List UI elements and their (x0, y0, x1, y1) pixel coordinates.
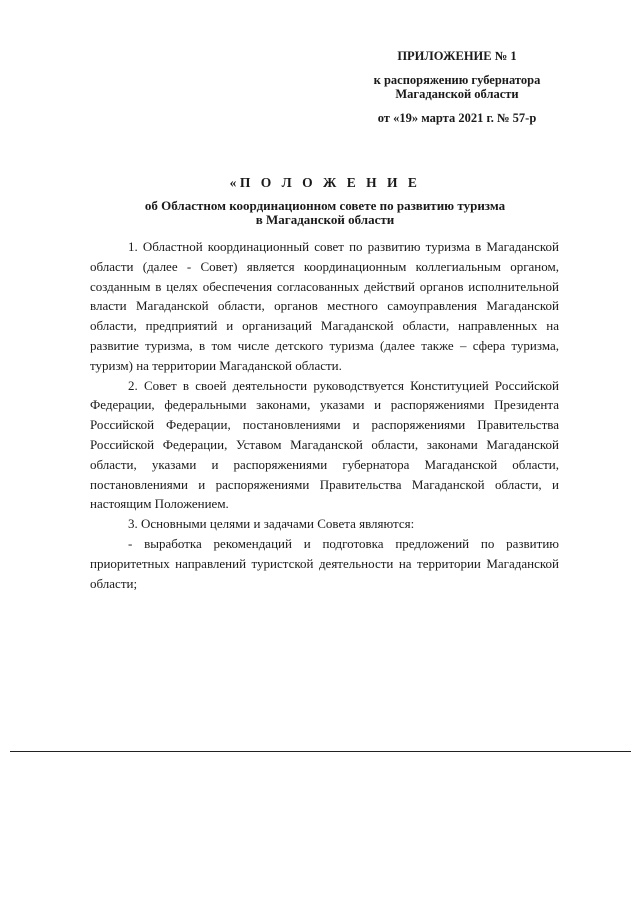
document-subtitle (90, 199, 560, 227)
paragraph-2: 2. Совет в своей деятельности руководствуется Конституцией Российской Федерации, федеральными законами, указами и распоряжениями Президента Российской Федерации, постановлениями и распоряжениями Правительства Российской Федерации, Уставом Магаданской области, законами Магаданской области, указами и распоряжениями губернатора Магаданской области, постановлениями и распоряжениями Правительства Магаданской области, и настоящим Положением. (90, 377, 559, 512)
paragraph-1: 1. Областной координационный совет по развитию туризма в Магаданской области (далее - Совет) является координационным коллегиальным органом, созданным в целях обеспечения согласованных действий органов исполнительной власти Магаданской области, органов местного самоуправления Магаданской области, предприятий и организаций Магаданской области, направленных на развитие туризма, в том числе детского туризма (далее также – сфера туризма, туризм) на территории Магаданской области. (90, 239, 559, 373)
appendix-number: ПРИЛОЖЕНИЕ № 1 (397, 49, 517, 63)
document-subtitle-line2: в Магаданской области (255, 212, 395, 227)
paragraph-3: 3. Основными целями и задачами Совета являются: (128, 516, 415, 532)
appendix-header (352, 49, 562, 125)
paragraph-4: - выработка рекомендаций и подготовка предложений по развитию приоритетных направлений туристской деятельности на территории Магаданской области; (90, 535, 559, 591)
page-divider (10, 751, 631, 752)
document-body (90, 237, 559, 593)
document-title: «П О Л О Ж Е Н И Е (229, 175, 421, 190)
document-subtitle-line1: об Областном координационном совете по развитию туризма (144, 198, 506, 213)
order-reference-line2: Магаданской области (395, 87, 519, 101)
order-date: от «19» марта 2021 г. № 57-р (377, 111, 537, 125)
order-reference-line1: к распоряжению губернатора (373, 73, 541, 87)
